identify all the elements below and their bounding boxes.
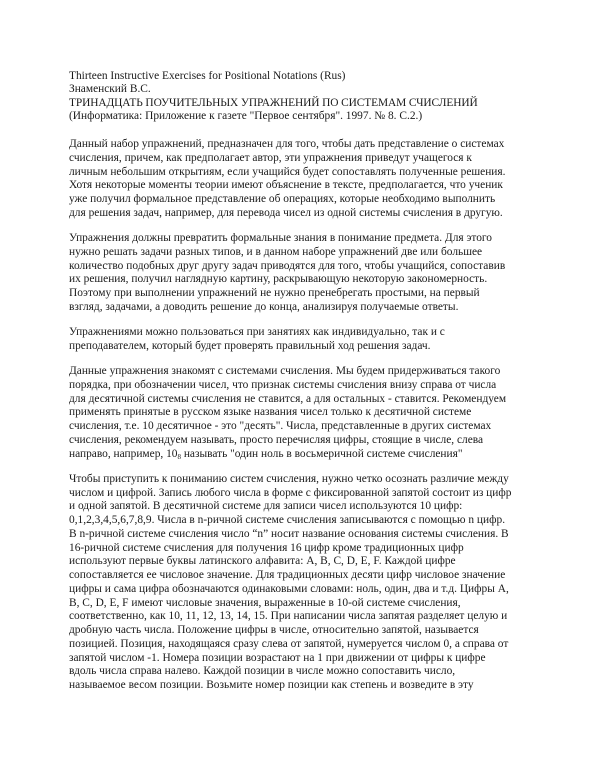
english-title: Thirteen Instructive Exercises for Positional Notations (Rus) bbox=[69, 70, 346, 82]
text-line: Поэтому при выполнении упражнений не нужно пренебрегать простыми, на первый bbox=[69, 287, 480, 299]
text-line: числом и цифрой. Запись любого числа в форме с фиксированной запятой состоит из цифр bbox=[69, 486, 512, 499]
text-line: соответственно, как 10, 11, 12, 13, 14, 15. При написании числа запятая разделяет целую и bbox=[69, 610, 508, 623]
text-line: счисления, причем, как предполагает автор, эти упражнения приведут учащегося к bbox=[69, 151, 472, 164]
text-line: вдоль числа справа налево. Каждой позиции в числе можно сопоставить число, bbox=[69, 665, 456, 678]
text-line: 0,1,2,3,4,5,6,7,8,9. Числа в n-ричной системе счисления записываются с помощью n цифр. bbox=[69, 514, 506, 526]
text-line: Упражнениями можно пользоваться при занятиях как индивидуально, так и с bbox=[69, 326, 445, 338]
text-line: для десятичной системы счисления не ставится, а для остальных - ставится. Рекомендуем bbox=[69, 392, 507, 405]
text-line: Хотя некоторые моменты теории имеют объяснение в тексте, предполагается, что ученик bbox=[69, 179, 503, 192]
text-line: применять принятые в русском языке названия чисел только к десятичной системе bbox=[69, 406, 472, 419]
text-line: количество подобных друг другу задач приводятся для того, чтобы учащийся, сопоставив bbox=[69, 259, 506, 272]
paragraph-1 bbox=[69, 138, 535, 221]
text-line: Чтобы приступить к пониманию систем счисления, нужно четко осознать различие между bbox=[69, 472, 509, 485]
text-line: личным небольшим открытиям, если учащийся будет сопоставлять полученные решения. bbox=[69, 165, 506, 178]
text-line: счисления, рекомендуем называть, просто перечисляя цифры, стоящие в числе, слева bbox=[69, 433, 484, 446]
text-line: их решения, получил наглядную картину, раскрывающую некоторую закономерность. bbox=[69, 273, 488, 286]
text-line: 16-ричной системе счисления для получения 16 цифр кроме традиционных цифр bbox=[69, 541, 464, 554]
text-line: преподавателем, который будет проверять правильный ход решения задач. bbox=[69, 339, 431, 352]
text-line: взгляд, задачами, а доводить решение до конца, анализируя получаемые ответы. bbox=[69, 300, 459, 313]
text-line: счисления, т.е. 10 десятичное - это "десять". Числа, представленные в других системах bbox=[69, 420, 492, 432]
paragraph-2 bbox=[69, 232, 535, 315]
text-fragment: направо, например, 10 bbox=[69, 447, 178, 460]
russian-title: ТРИНАДЦАТЬ ПОУЧИТЕЛЬНЫХ УПРАЖНЕНИЙ ПО СИСТЕМАМ СЧИСЛЕНИЙ bbox=[69, 96, 478, 109]
document-header bbox=[69, 70, 549, 123]
text-line: позицией. Позиция, находящаяся сразу слева от запятой, нумеруется числом 0, а справа от bbox=[69, 637, 509, 650]
text-line: Упражнения должны превратить формальные знания в понимание предмета. Для этого bbox=[69, 232, 492, 244]
paragraph-4 bbox=[69, 365, 535, 461]
text-line: дробную часть числа. Положение цифры в числе, относительно запятой, называется bbox=[69, 624, 479, 636]
text-line: B, C, D, E, F имеют числовые значения, выраженные в 10-ой системе счисления, bbox=[69, 596, 461, 609]
text-line: Данный набор упражнений, предназначен для того, чтобы дать представление о системах bbox=[69, 138, 505, 150]
text-line: Данные упражнения знакомят с системами счисления. Мы будем придерживаться такого bbox=[69, 365, 501, 377]
text-line: сопоставляется ее числовое значение. Для традиционных десяти цифр числовое значение bbox=[69, 569, 506, 581]
paragraph-5 bbox=[69, 473, 535, 693]
text-fragment: называть "один ноль в восьмеричной системе счисления" bbox=[180, 447, 463, 460]
text-line: цифры и сама цифра обозначаются одинаковыми словами: ноль, один, два и т.д. Цифры A, bbox=[69, 582, 509, 595]
base-subscript: 8 bbox=[177, 452, 181, 461]
document-body bbox=[69, 138, 535, 704]
text-line: уже получил формальное представление об операциях, которые необходимо выполнить bbox=[69, 193, 496, 205]
text-line: используют первые буквы латинского алфавита: A, B, C, D, E, F. Каждой цифре bbox=[69, 555, 456, 568]
text-line: запятой числом -1. Номера позиции возрастают на 1 при движении от цифры к цифре bbox=[69, 651, 486, 664]
text-line: порядка, при обозначении чисел, что признак системы счисления внизу справа от числа bbox=[69, 378, 497, 391]
paragraph-3 bbox=[69, 326, 535, 354]
source-citation: (Информатика: Приложение к газете "Первое сентября". 1997. № 8. С.2.) bbox=[69, 109, 423, 122]
text-line: нужно решать задачи разных типов, и в данном наборе упражнений две или большее bbox=[69, 245, 483, 258]
text-line: для решения задач, например, для перевода чисел из одной системы счисления в другую. bbox=[69, 206, 503, 219]
text-line: и одной запятой. В десятичной системе для записи чисел используются 10 цифр: bbox=[69, 500, 463, 513]
text-line-with-subscript bbox=[69, 448, 535, 462]
text-line: В n-ричной системе счисления число “n” носит название основания системы счисления. В bbox=[69, 527, 509, 540]
author-name: Знаменский В.С. bbox=[69, 83, 151, 96]
text-line: называемое весом позиции. Возьмите номер позиции как степень и возведите в эту bbox=[69, 679, 474, 691]
